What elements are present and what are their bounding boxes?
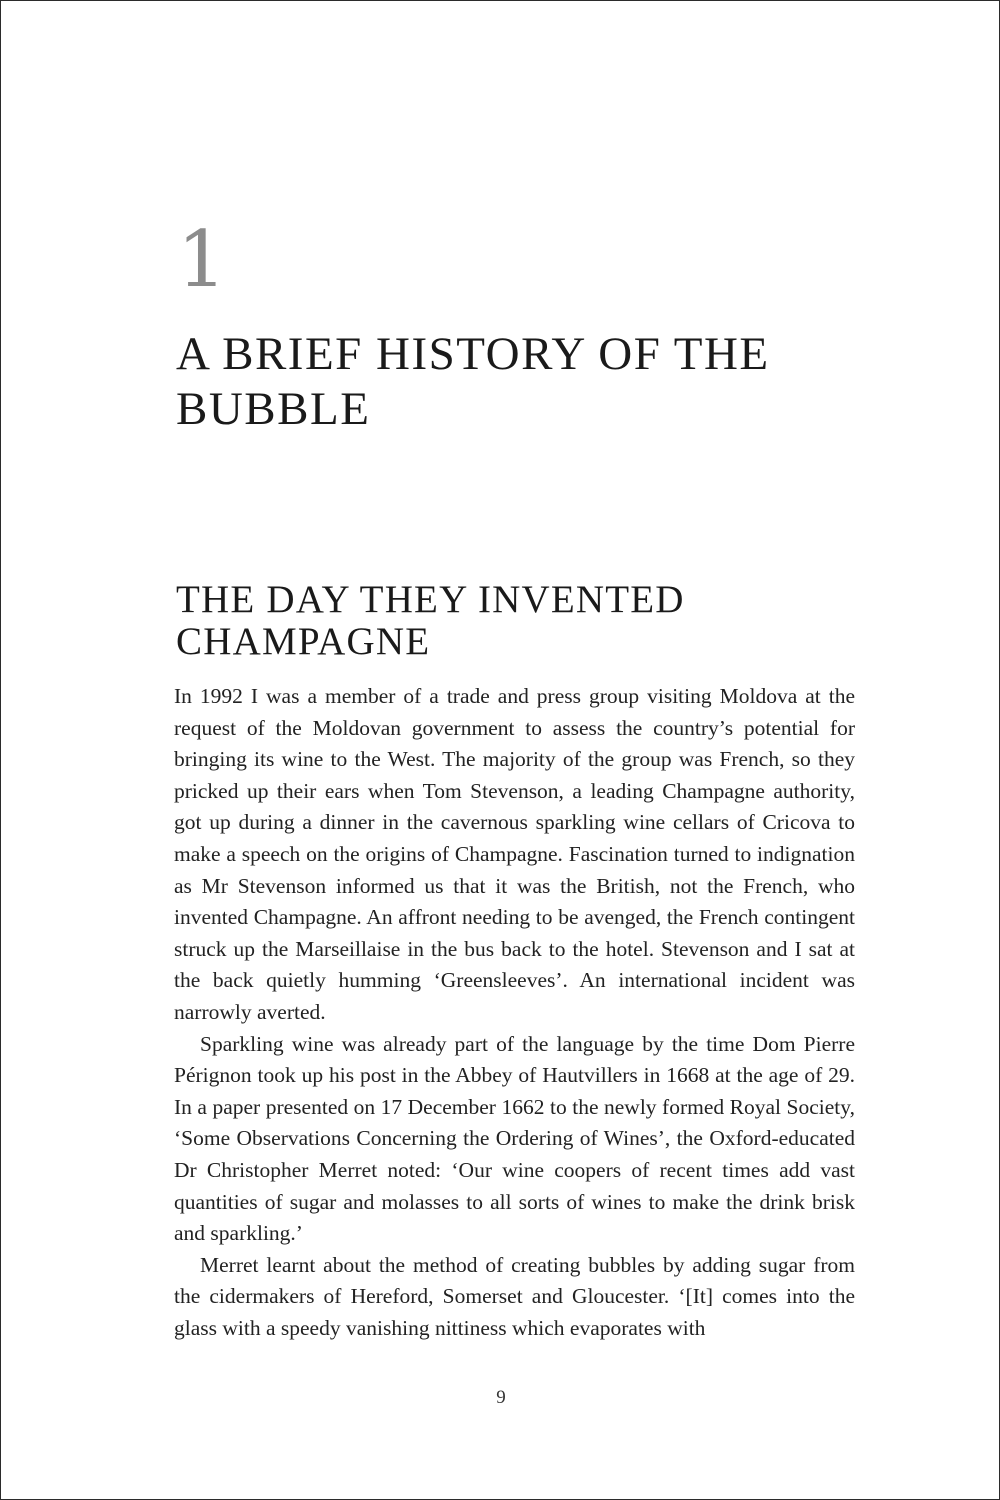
paragraph: In 1992 I was a member of a trade and press group visiting Moldova at the request of the Moldovan government to assess the country’s potential for bringing its wine to the West. The majority of the group was French, so they pricked up their ears when Tom Stevenson, a leading Champagne authority, got up during a dinner in the cavernous sparkling wine cellars of Cricova to make a speech on the origins of Champagne. Fascination turned to indignation as Mr Stevenson informed us that it was the British, not the French, who invented Champagne. An affront needing to be avenged, the French contingent struck up the Marseillaise in the bus back to the hotel. Stevenson and I sat at the back quietly humming ‘Greensleeves’. An international incident was narrowly averted.	[174, 684, 855, 1024]
paragraph: Sparkling wine was already part of the language by the time Dom Pierre Pérignon took up his post in the Abbey of Hautvillers in 1668 at the age of 29. In a paper presented on 17 December 1662 to the newly formed Royal Society, ‘Some Observations Concerning the Ordering of Wines’, the Oxford-educated Dr Christopher Merret noted: ‘Our wine coopers of recent times add vast quantities of sugar and molasses to all sorts of wines to make the drink brisk and sparkling.’	[174, 1031, 855, 1246]
page-number: 9	[496, 1387, 506, 1408]
paragraph: Merret learnt about the method of creating bubbles by adding sugar from the cidermakers of Hereford, Somerset and Gloucester. ‘[It] comes into the glass with a speedy vanishing nittiness which evaporates with	[174, 1252, 855, 1340]
chapter-title: A BRIEF HISTORY OF THE BUBBLE	[176, 328, 770, 435]
section-title: THE DAY THEY INVENTED CHAMPAGNE	[176, 578, 685, 663]
body-text	[174, 681, 855, 1344]
chapter-number: 1	[177, 215, 227, 305]
